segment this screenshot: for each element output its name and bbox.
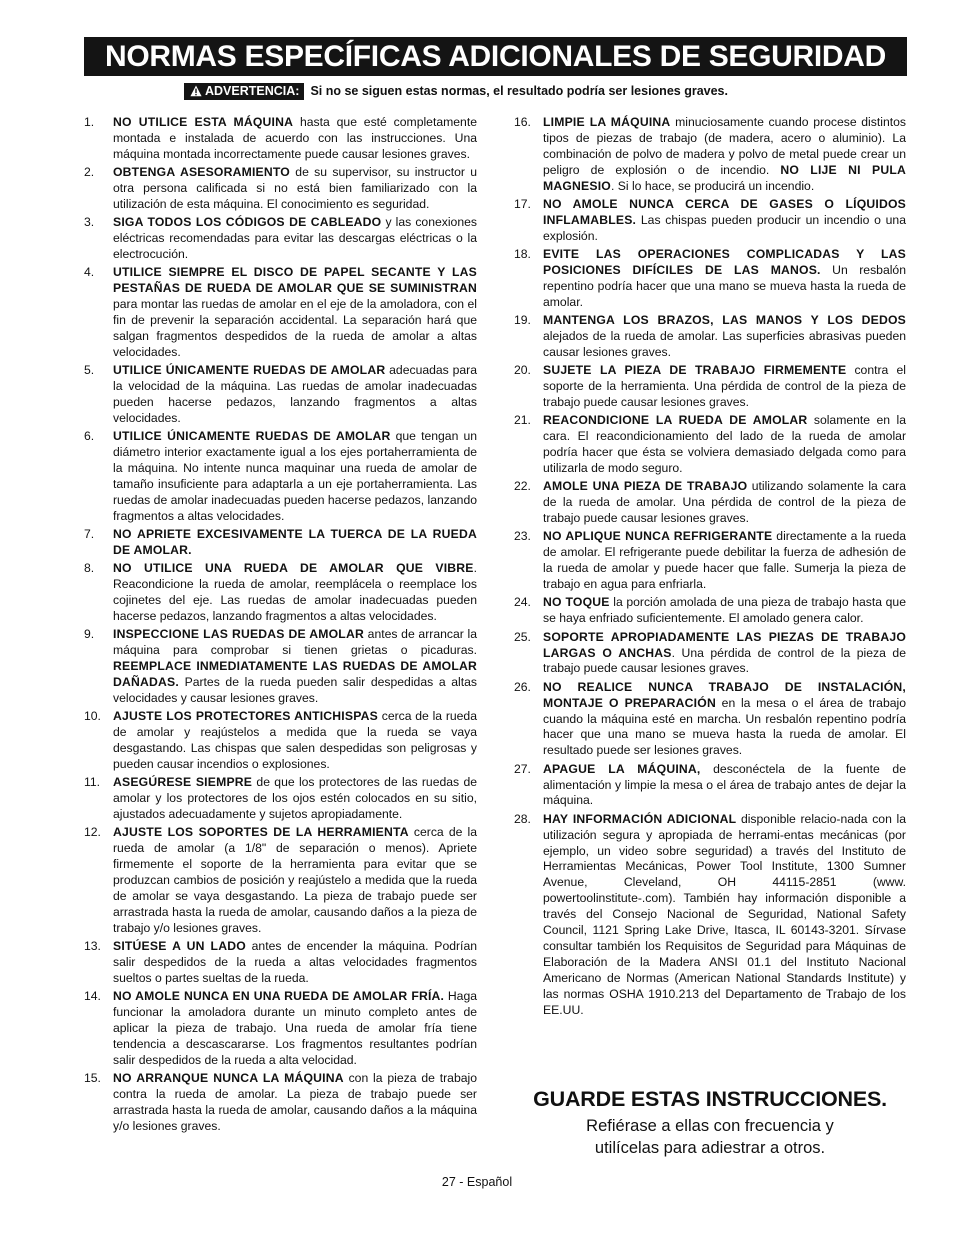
list-item (514, 529, 906, 593)
item-body: . Si lo hace, se producirá un incendio. (610, 178, 815, 193)
warning-line (184, 81, 824, 101)
save-instructions-title: GUARDE ESTAS INSTRUCCIONES. (533, 1087, 887, 1111)
item-body: solamente en la cara. El reacondicionamiento del lado de la rueda de amolar podría hacer que ésta se volviera demasiado delgada como para utilizarla de modo seguro. (543, 413, 906, 475)
item-number: 11. (84, 775, 101, 790)
item-heading: NO UTILICE ESTA MÁQUINA (113, 115, 294, 129)
list-item (84, 215, 477, 263)
item-body: desconéctela de la fuente de alimentación y limpie la mesa o el área de trabajo antes de dejar la máquina. (543, 761, 906, 808)
item-body: cerca de la rueda de amolar y reajústelos a medida que la rueda se vaya desgastando. Las chispas que salen despedidas son peligrosas y pueden causar incendios o explosiones. (113, 709, 477, 771)
item-number: 10. (84, 709, 101, 724)
title-bar (84, 37, 907, 76)
right-column (514, 115, 906, 1021)
list-item (514, 197, 906, 245)
item-text (543, 313, 906, 361)
item-heading: EVITE LAS OPERACIONES COMPLICADAS Y LAS POSICIONES DIFÍCILES DE LAS MANOS. (543, 247, 906, 277)
list-item (84, 265, 477, 360)
item-heading: UTILICE ÚNICAMENTE RUEDAS DE AMOLAR (113, 429, 391, 444)
item-body: antes de encender la máquina. Podrían salir despedidos de la rueda a altas velocidades fragmentos sueltos o partes sueltas de la rueda. (113, 939, 477, 985)
item-heading: NO UTILICE UNA RUEDA DE AMOLAR QUE VIBRE (113, 561, 474, 576)
item-text (113, 265, 477, 360)
item-body: para montar las ruedas de amolar en el eje de la amoladora, con el fin de prevenir la separación accidental. La separación hará que salgan fragmentos despedidos de la rueda de amolar a altas velocidades. (113, 297, 477, 359)
save-instructions (514, 1085, 906, 1159)
item-text (543, 812, 906, 1019)
item-body: . Reacondicione la rueda de amolar, reemplácela o reemplace los cojinetes del eje. Las ruedas de amolar inadecuadas pueden hacerse pedazos, lanzando fragmentos a altas velocidades. (113, 561, 477, 623)
item-number: 6. (84, 429, 95, 444)
list-item (84, 429, 477, 524)
item-number: 26. (514, 679, 531, 694)
list-item (514, 115, 906, 195)
item-number: 19. (514, 313, 531, 328)
item-text (113, 939, 477, 987)
item-heading: UTILICE ÚNICAMENTE RUEDAS DE AMOLAR (113, 363, 386, 378)
item-body: antes de arrancar la máquina para comprobar si tienen grietas o picaduras. (113, 627, 477, 658)
item-heading: NO REALICE NUNCA TRABAJO DE INSTALACIÓN, MONTAJE O PREPARACIÓN (543, 679, 906, 710)
item-number: 18. (514, 247, 531, 262)
item-body: Haga funcionar la amoladora durante un minuto completo antes de aplicar la pieza de trabajo. Una rueda de amolar fría tiene tendencia a descascararse. Los fragmentos resultantes podrían salir despedidos de la rueda a alta velocidad. (113, 989, 477, 1067)
list-item (514, 630, 906, 678)
item-body: que tengan un diámetro interior exactamente igual a los ejes portaherramienta de la máquina. No intente nunca maquinar una rueda de amolar de tamaño insuficiente para adaptarla a un eje portaherramienta. Las ruedas de amolar inadecuadas pueden hacerse pedazos, lanzando fragmentos a altas velocidades. (113, 429, 478, 523)
item-number: 24. (514, 595, 531, 610)
item-heading: AMOLE UNA PIEZA DE TRABAJO (543, 479, 748, 494)
item-number: 2. (84, 165, 95, 180)
item-text (113, 363, 477, 427)
item-text (543, 479, 906, 527)
item-body: Un resbalón repentino podría hacer que una mano se mueva hasta la rueda de amolar. (543, 262, 906, 309)
item-number: 20. (514, 363, 531, 378)
list-item (514, 413, 906, 477)
item-heading: NO APLIQUE NUNCA REFRIGERANTE (543, 529, 773, 544)
save-instructions-line-1: Refiérase a ellas con frecuencia y (586, 1117, 834, 1135)
item-number: 25. (514, 629, 531, 644)
item-heading: SUJETE LA PIEZA DE TRABAJO FIRMEMENTE (543, 363, 847, 378)
warning-badge (184, 83, 304, 100)
item-heading: SITÚESE A UN LADO (113, 939, 246, 953)
item-text (113, 165, 477, 213)
list-item (84, 709, 477, 773)
list-item (84, 561, 477, 625)
item-text (113, 429, 477, 524)
item-heading: NO LIJE NI PULA MAGNESIO (543, 162, 906, 193)
item-number: 28. (514, 811, 531, 826)
page-footer: 27 - Español (441, 1175, 513, 1189)
list-item (84, 627, 477, 707)
item-text (113, 775, 477, 823)
item-body: de su supervisor, su instructor u otra persona calificada si no está bien familiarizado con la utilización de esta máquina. El conocimiento es seguridad. (113, 165, 478, 211)
item-body: Partes de la rueda pueden salir despedidas a altas velocidades y causar lesiones graves. (113, 674, 477, 705)
item-heading: AJUSTE LOS PROTECTORES ANTICHISPAS (113, 709, 378, 724)
item-text (543, 115, 906, 195)
item-text (113, 527, 477, 559)
item-heading: SOPORTE APROPIADAMENTE LAS PIEZAS DE TRABAJO LARGAS O ANCHAS (543, 629, 906, 660)
item-heading: NO TOQUE (543, 595, 610, 610)
item-text (113, 561, 477, 625)
item-number: 15. (84, 1071, 101, 1086)
item-heading: ASEGÚRESE SIEMPRE (113, 775, 253, 790)
save-instructions-line-2: utilícelas para adiestrar a otros. (594, 1139, 826, 1157)
item-number: 21. (514, 413, 531, 428)
list-item (514, 247, 906, 311)
left-column (84, 115, 477, 1137)
item-heading: UTILICE SIEMPRE EL DISCO DE PAPEL SECANTE Y LAS PESTAÑAS DE RUEDA DE AMOLAR QUE SE SUMINISTRAN (113, 265, 477, 296)
item-body: de que los protectores de las ruedas de amolar y los protectores de los ojos estén colocados en su sitio, ajustados adecuadamente y sujetos apropiadamente. (113, 775, 478, 821)
list-item (84, 939, 477, 987)
warning-triangle-icon (190, 85, 202, 97)
item-heading: APAGUE LA MÁQUINA, (543, 761, 701, 776)
list-item (84, 1071, 477, 1135)
list-item (84, 775, 477, 823)
item-text (113, 825, 477, 936)
item-text (543, 197, 906, 245)
item-heading: REACONDICIONE LA RUEDA DE AMOLAR (543, 413, 808, 428)
item-body: directamente a la rueda de amolar. El refrigerante puede debilitar la fuerza de adhesión de la rueda de amolar y puede hacer que falle. Sumerja la pieza de trabajo en agua para enfriarla. (543, 529, 906, 592)
item-heading: HAY INFORMACIÓN ADICIONAL (543, 811, 737, 826)
list-item (84, 363, 477, 427)
item-heading: LIMPIE LA MÁQUINA (543, 115, 671, 129)
item-text (543, 247, 906, 311)
item-text (543, 529, 906, 593)
item-heading: AJUSTE LOS SOPORTES DE LA HERRAMIENTA (113, 825, 409, 840)
item-text (543, 595, 906, 627)
item-body: Las chispas pueden producir un incendio o una explosión. (543, 212, 906, 243)
item-text (543, 630, 906, 678)
list-item (514, 762, 906, 810)
list-item (514, 313, 906, 361)
item-number: 7. (84, 527, 95, 541)
item-number: 22. (514, 479, 531, 494)
item-heading: INSPECCIONE LAS RUEDAS DE AMOLAR (113, 627, 364, 642)
item-number: 12. (84, 825, 101, 840)
list-item (514, 479, 906, 527)
item-body: minuciosamente cuando procese distintos tipos de piezas de trabajo (de madera, acero o aluminio). La combinación de polvo de madera y polvo de metal puede crear un peligro de explosión o de incendio. (543, 115, 906, 177)
item-body: con la pieza de trabajo contra la rueda de amolar. La pieza de trabajo puede ser arrastrada hasta la rueda de amolar, causando daños a la máquina y/o lesiones graves. (113, 1071, 477, 1133)
item-text (113, 709, 477, 773)
list-item (84, 527, 477, 559)
list-item (514, 812, 906, 1019)
item-body: contra el soporte de la herramienta. Una pérdida de control de la pieza de trabajo puede causar lesiones graves. (543, 363, 906, 409)
item-heading: NO AMOLE NUNCA CERCA DE GASES O LÍQUIDOS INFLAMABLES. (543, 196, 906, 227)
list-item (84, 165, 477, 213)
item-text (113, 215, 477, 263)
item-number: 14. (84, 989, 101, 1004)
warning-label: ADVERTENCIA: (205, 83, 300, 98)
item-number: 27. (514, 761, 531, 776)
list-item (84, 825, 477, 936)
list-item (84, 115, 477, 163)
item-text (113, 989, 477, 1069)
item-number: 13. (84, 939, 101, 953)
item-text (113, 1071, 477, 1135)
item-text (543, 680, 906, 760)
item-body: la porción amolada de una pieza de trabajo hasta que se haya enfriado suficientemente. El amolado genera calor. (543, 595, 906, 626)
item-body: y las conexiones eléctricas recomendadas para evitar las descargas eléctricas o la electrocución. (113, 215, 477, 262)
list-item (84, 989, 477, 1069)
item-body: cerca de la rueda de amolar (a 1/8" de separación o menos). Apriete firmemente el soporte de la herramienta para evitar que se produzcan cambios de posición y reajústelo a medida que la rueda de amolar se vaya desgastando. La pieza de trabajo puede ser arrastrada hasta la rueda de amolar, causando daños a la pieza de trabajo y/o lesiones graves. (113, 825, 477, 935)
item-text (543, 413, 906, 477)
item-number: 17. (514, 196, 531, 211)
item-heading: MANTENGA LOS BRAZOS, LAS MANOS Y LOS DEDOS (543, 313, 906, 328)
item-heading: NO AMOLE NUNCA EN UNA RUEDA DE AMOLAR FRÍA. (113, 989, 445, 1004)
item-heading: REEMPLACE INMEDIATAMENTE LAS RUEDAS DE AMOLAR DAÑADAS. (113, 659, 477, 689)
item-number: 1. (84, 115, 95, 129)
list-item (514, 363, 906, 411)
item-text (543, 762, 906, 810)
item-text (543, 363, 906, 411)
item-heading: OBTENGA ASESORAMIENTO (113, 165, 290, 180)
item-body: hasta que esté completamente montada e instalada de acuerdo con las instrucciones. Una máquina montada incorrectamente puede causar lesiones graves. (113, 115, 477, 161)
item-heading: SIGA TODOS LOS CÓDIGOS DE CABLEADO (113, 215, 382, 230)
item-heading: NO ARRANQUE NUNCA LA MÁQUINA (113, 1071, 344, 1086)
item-number: 3. (84, 215, 95, 230)
item-body: . Una pérdida de control de la pieza de trabajo puede causar lesiones graves. (543, 645, 906, 676)
list-item (514, 595, 906, 627)
item-heading: NO APRIETE EXCESIVAMENTE LA TUERCA DE LA RUEDA DE AMOLAR. (113, 527, 477, 557)
item-number: 23. (514, 529, 531, 544)
item-body: alejados de la rueda de amolar. Las superficies abrasivas pueden causar lesiones graves. (543, 328, 906, 359)
item-number: 5. (84, 363, 95, 378)
item-body: adecuadas para la velocidad de la máquina. Las ruedas de amolar inadecuadas pueden hacerse pedazos, lanzando fragmentos a altas velocidades. (113, 363, 477, 425)
item-body: disponible relacio-nada con la utilización segura y apropiada de herrami-entas mecánicas (por ejemplo, un video sobre seguridad) a través del Instituto de Herramientas Mecánicas, Power Tool Institute, 1300 Sumner Avenue, Cleveland, OH 44115-2851 (www. powertoolinstitute-.com). También hay información disponible a través del Consejo Nacional de Seguridad, National Safety Council, 1121 Spring Lake Drive, Itasca, IL 60143-3201. Sírvase consultar también los Requisitos de Seguridad para Máquinas de Elaboración de la Madera ANSI 01.1 del Instituto Nacional Americano de Normas (American National Standards Institute) y las normas OSHA 1910.213 del Departamento de Trabajo de los EE.UU. (543, 811, 906, 1017)
list-item (514, 680, 906, 760)
item-text (113, 115, 477, 163)
item-number: 4. (84, 265, 95, 280)
warning-text: Si no se siguen estas normas, el resultado podría ser lesiones graves. (310, 84, 728, 98)
page-title: NORMAS ESPECÍFICAS ADICIONALES DE SEGURIDAD (104, 40, 887, 73)
item-body: en la mesa o el área de trabajo cuando la máquina esté en marcha. Un resbalón repentino podría hacer que una mano se mueva hasta la rueda de amolar. El resultado puede ser lesiones graves. (543, 695, 906, 758)
item-text (113, 627, 477, 707)
item-number: 8. (84, 561, 95, 576)
item-number: 16. (514, 115, 531, 129)
item-number: 9. (84, 627, 95, 642)
item-body: utilizando solamente la cara de la rueda de amolar. Una pérdida de control de la pieza de trabajo puede causar lesiones graves. (543, 479, 907, 526)
